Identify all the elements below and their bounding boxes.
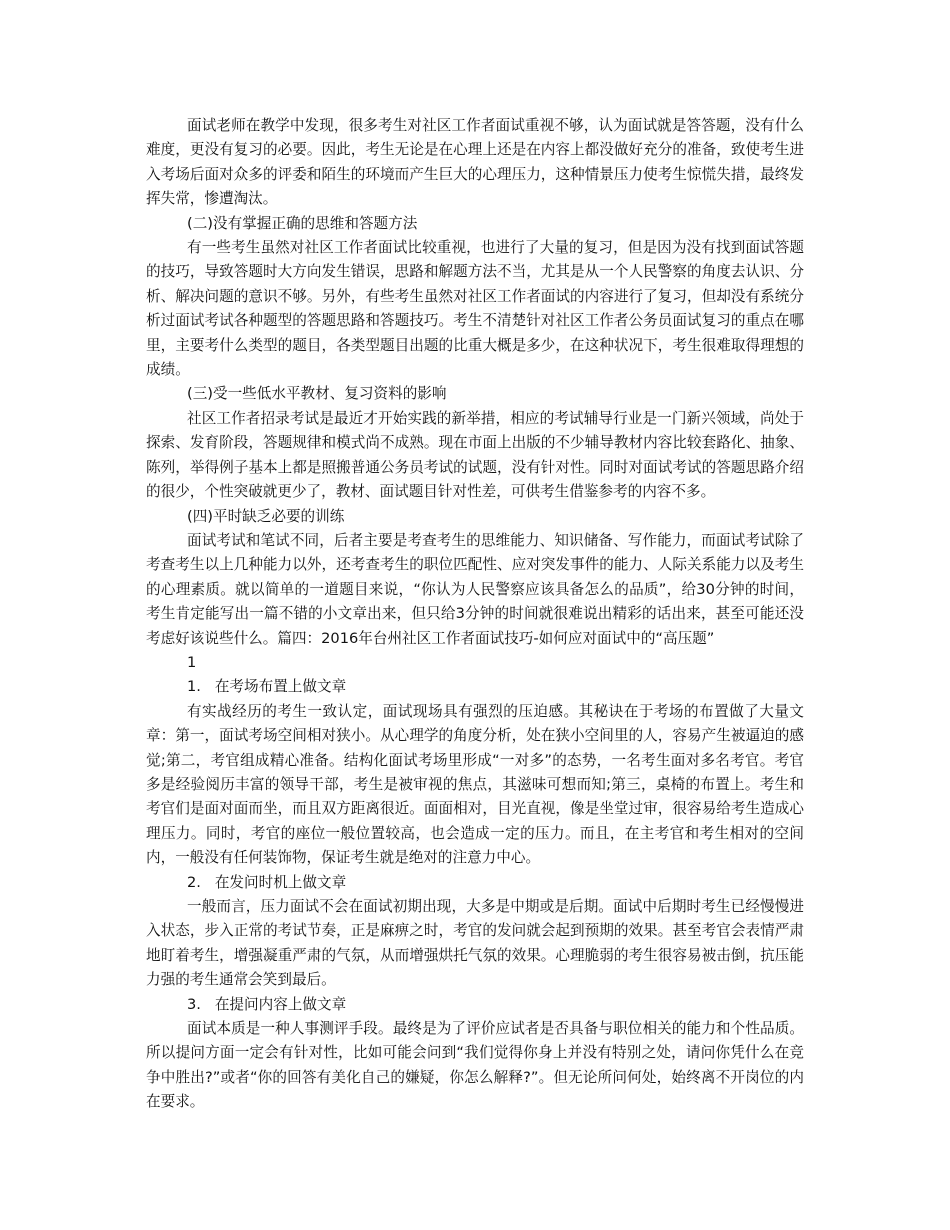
paragraph-subsection-1: 有实战经历的考生一致认定，面试现场具有强烈的压迫感。其秘诀在于考场的布置做了大量文章：第一，面试考场空间相对狭小。从心理学的角度分析，处在狭小空间里的人，容易产生被逼迫的感觉;第二，考官组成精心准备。结构化面试考场里形成“一对多”的态势，一名考生面对多名考官。考官多是经验阅历丰富的领导干部，考生是被审视的焦点，其滋味可想而知;第三，桌椅的布置上。考生和考官们是面对面而坐，而且双方距离很近。面面相对，目光直视，像是坐堂过审，很容易给考生造成心理压力。同时，考官的座位一般位置较高，也会造成一定的压力。而且，在主考官和考生相对的空间内，一般没有任何装饰物，保证考生就是绝对的注意力中心。 [146, 702, 804, 867]
paragraph-section-4: 面试考试和笔试不同，后者主要是考查考生的思维能力、知识储备、写作能力，而面试考试除了考查考生以上几种能力以外，还考查考生的职位匹配性、应对突发事件的能力、人际关系能力以及考生的心理素质。就以简单的一道题目来说，“你认为人民警察应该具备怎么的品质”，给30分钟的时间，考生肯定能写出一篇不错的小文章出来，但只给3分钟的时间就很难说出精彩的话出来，甚至可能还没考虑好该说些什么。篇四：2016年台州社区工作者面试技巧-如何应对面试中的“高压题” [146, 531, 804, 647]
subsection-heading-3: 3. 在提问内容上做文章 [187, 995, 347, 1013]
document-body [146, 114, 804, 1115]
section-heading-3: (三)受一些低水平教材、复习资料的影响 [187, 385, 447, 403]
paragraph-subsection-2: 一般而言，压力面试不会在面试初期出现，大多是中期或是后期。面试中后期时考生已经慢慢进入状态，步入正常的考试节奏，正是麻痹之时，考官的发问就会起到预期的效果。甚至考官会表情严肃地盯着考生，增强凝重严肃的气氛，从而增强烘托气氛的效果。心理脆弱的考生很容易被击倒，抗压能力强的考生通常会笑到最后。 [146, 898, 804, 989]
paragraph-section-2: 有一些考生虽然对社区工作者面试比较重视，也进行了大量的复习，但是因为没有找到面试答题的技巧，导致答题时大方向发生错误，思路和解题方法不当，尤其是从一个人民警察的角度去认识、分析、解决问题的意识不够。另外，有些考生虽然对社区工作者面试的内容进行了复习，但却没有系统分析过面试考试各种题型的答题思路和答题技巧。考生不清楚针对社区工作者公务员面试复习的重点在哪里，主要考什么类型的题目，各类型题目出题的比重大概是多少，在这种状况下，考生很难取得理想的成绩。 [146, 239, 804, 379]
section-heading-2: (二)没有掌握正确的思维和答题方法 [187, 214, 418, 232]
subsection-heading-2: 2. 在发问时机上做文章 [187, 873, 347, 891]
paragraph-subsection-3: 面试本质是一种人事测评手段。最终是为了评价应试者是否具备与职位相关的能力和个性品质。所以提问方面一定会有针对性，比如可能会问到“我们觉得你身上并没有特别之处，请问你凭什么在竞争中胜出?”或者“你的回答有美化自己的嫌疑，你怎么解释?”。但无论所问何处，始终离不开岗位的内在要求。 [146, 1020, 804, 1111]
section-heading-4: (四)平时缺乏必要的训练 [187, 507, 345, 525]
number-label: 1 [187, 653, 197, 671]
paragraph-intro: 面试老师在教学中发现，很多考生对社区工作者面试重视不够，认为面试就是答答题，没有什么难度，更没有复习的必要。因此，考生无论是在心理上还是在内容上都没做好充分的准备，致使考生进入考场后面对众多的评委和陌生的环境而产生巨大的心理压力，这种情景压力使考生惊慌失措，最终发挥失常，惨遭淘汰。 [146, 117, 804, 208]
paragraph-section-3: 社区工作者招录考试是最近才开始实践的新举措，相应的考试辅导行业是一门新兴领域，尚处于探索、发育阶段，答题规律和模式尚不成熟。现在市面上出版的不少辅导教材内容比较套路化、抽象、陈列，举得例子基本上都是照搬普通公务员考试的试题，没有针对性。同时对面试考试的答题思路介绍的很少，个性突破就更少了，教材、面试题目针对性差，可供考生借鉴参考的内容不多。 [146, 409, 804, 501]
subsection-heading-1: 1. 在考场布置上做文章 [187, 678, 347, 696]
